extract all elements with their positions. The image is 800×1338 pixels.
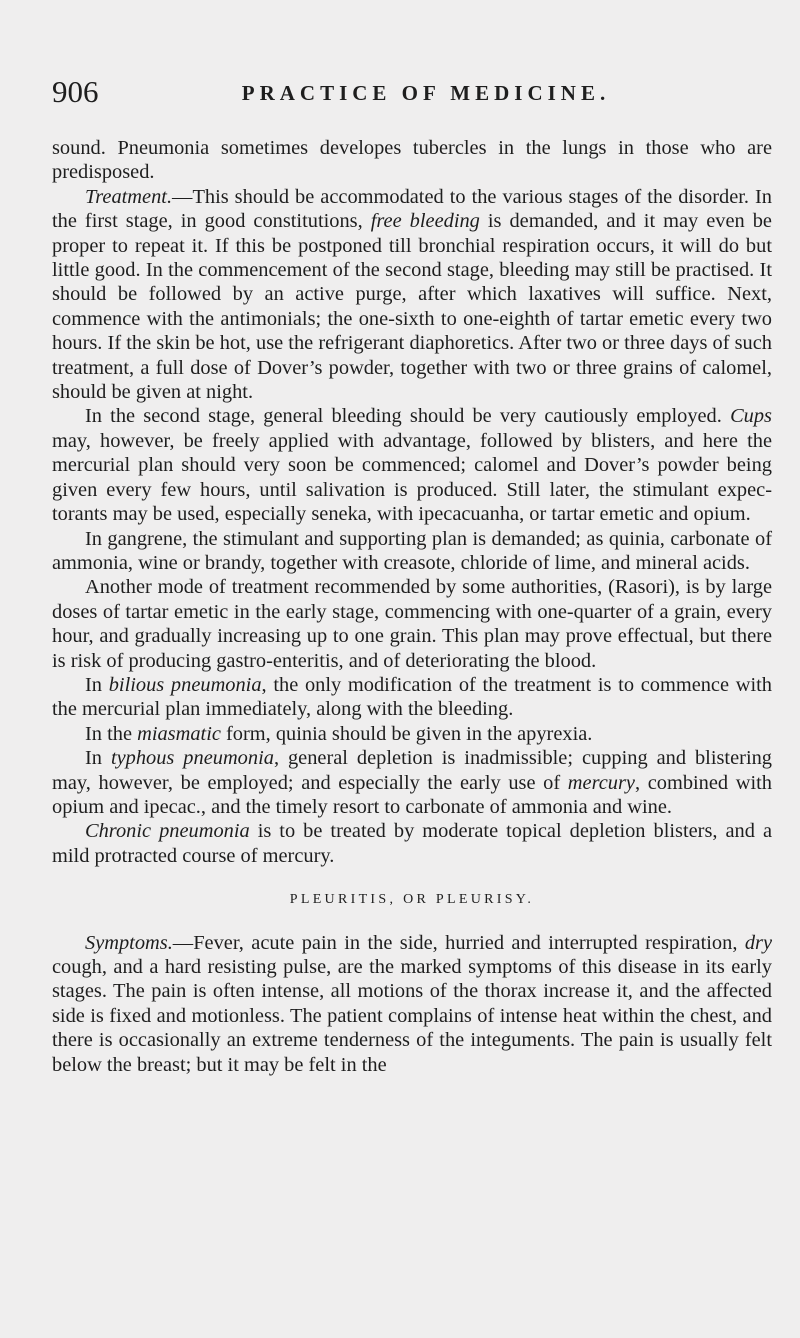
italic-text: mercury: [567, 771, 635, 794]
text-run: —Fever, acute pain in the side, hurried and interrupted respiration,: [172, 931, 745, 954]
text-run: In gangrene, the stimulant and supporting plan is demanded; as quinia, carbonate of ammonia, wine or brandy, together with creasote, chloride of lime, and mineral acids.: [52, 527, 772, 574]
paragraph: [52, 404, 772, 526]
text-run: , combined with opium and ipecac., and the timely resort to carbonate of ammonia and wine.: [52, 771, 773, 818]
text-run: is to be treated by moderate topical depletion blisters, and a mild protracted course of mercury.: [52, 820, 772, 867]
paragraph: [52, 136, 772, 185]
text-run: In the second stage, general bleeding should be very cautiously employed.: [85, 405, 731, 428]
paragraph: [52, 575, 772, 673]
text-run: cough, and a hard resisting pulse, are the marked symptoms of this disease in its early stages. The pain is often intense, all motions of the thorax increase it, and the affected side is fixed and motionless. The patient complains of intense heat within the chest, and there is occasionally an extreme tenderness of the integuments. The pain is usually felt below the breast; but it may be felt in the: [52, 956, 772, 1076]
text-run: —This should be accommodated to the various stages of the disorder. In the first stage, in good constitutions,: [52, 185, 772, 233]
running-head: PRACTICE OF MEDICINE.: [241, 81, 611, 105]
paragraph: [52, 931, 772, 1077]
text-run: is demanded, and it may even be proper to repeat it. If this be postponed till bronchial respiration occurs, it will do but little good. In the commencement of the second stage, bleeding may still be practised. It should be followed by an active purge, after which laxatives will suffice. Next, commence with the antimonials; the one-sixth to one-eighth of tartar emetic every two hours. If the skin be hot, use the refrigerant diaphoretics. After two or three days of such treatment, a full dose of Dover’s powder, together with two or three grains of calomel, should be given at night.: [52, 210, 772, 404]
italic-text: miasmatic: [137, 722, 221, 745]
text-run: Another mode of treatment recommended by some authorities, (Rasori), is by large doses of tartar emetic in the early stage, commencing with one-quarter of a grain, every hour, and gradually increasing up to one grain. This plan may prove effectual, but there is risk of producing gastro-enteritis, and of deteriorating the blood.: [52, 576, 772, 672]
italic-text: Chronic pneumonia: [85, 820, 250, 843]
italic-text: Treatment.: [85, 185, 173, 208]
text-run: In the: [85, 722, 138, 745]
text-run: sound. Pneumonia sometimes developes tubercles in the lungs in those who are predisposed.: [52, 137, 772, 184]
italic-text: dry: [744, 931, 772, 954]
paragraph: [52, 722, 772, 746]
italic-text: Symptoms.: [85, 931, 173, 954]
body-text: [52, 136, 772, 1077]
section-heading: PLEURITIS, OR PLEURISY.: [289, 892, 535, 908]
italic-text: typhous pneumonia: [110, 747, 274, 770]
paragraph: [52, 673, 772, 722]
page-header: [52, 74, 740, 114]
text-run: may, however, be freely applied with advantage, followed by blisters, and here the mercurial plan should very soon be commenced; calomel and Dover’s powder being given every few hours, until salivation is produced. Still later, the stimulant expectorants may be used, especially seneka, with ipecacuanha, or tartar emetic and opium.: [52, 429, 772, 526]
text-run: , the only modification of the treatment is to commence with the mercurial plan immediately, along with the bleeding.: [52, 673, 772, 721]
text-run: In: [85, 673, 109, 696]
italic-text: bilious pneumonia: [108, 673, 262, 696]
paragraph: [52, 746, 772, 819]
paragraph: [52, 819, 772, 868]
text-run: In: [85, 747, 111, 770]
page-number: 906: [52, 74, 99, 109]
pleuritis-section: [52, 931, 772, 1077]
text-run: , general depletion is inadmissible; cupping and blistering may, however, be employed; and especially the early use of: [52, 747, 772, 794]
pneumonia-treatment-section: [52, 136, 772, 868]
paragraph: [52, 527, 772, 576]
italic-text: Cups: [730, 405, 772, 428]
paragraph: [52, 185, 772, 405]
italic-text: free bleeding: [370, 210, 480, 233]
text-run: form, quinia should be given in the apyrexia.: [220, 722, 593, 745]
